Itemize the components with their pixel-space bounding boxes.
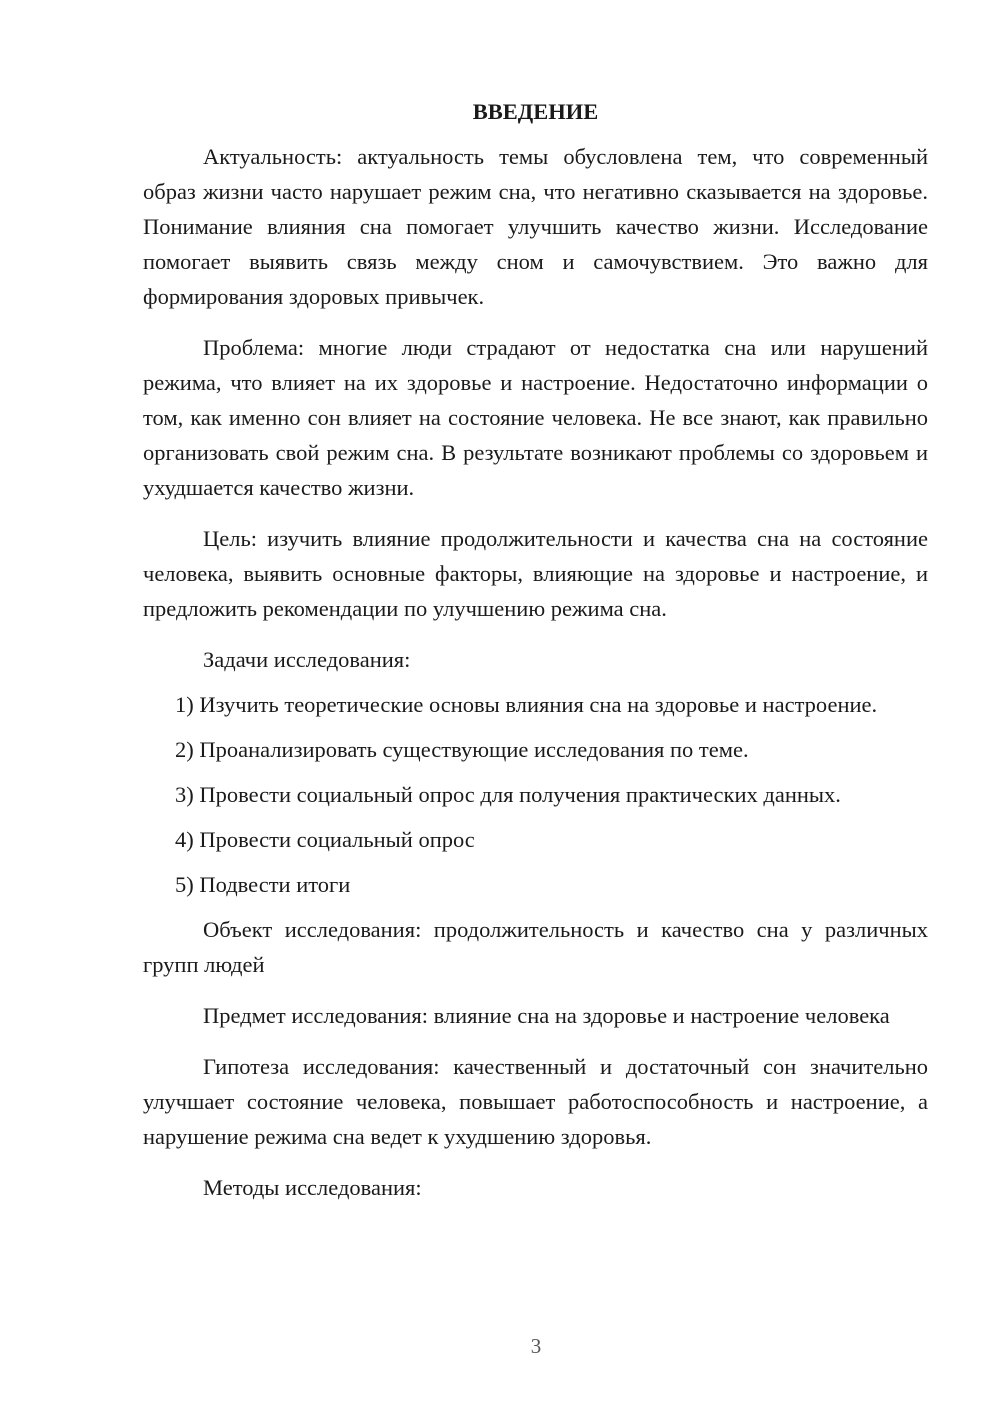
paragraph-subject: Предмет исследования: влияние сна на здоровье и настроение человека [203,1003,890,1028]
list-item: 3) Провести социальный опрос для получения практических данных. [175,782,841,807]
tasks-list [143,687,928,902]
list-item: 2) Проанализировать существующие исследования по теме. [175,737,749,762]
page-content [143,94,928,1221]
list-item: 4) Провести социальный опрос [175,827,475,852]
tasks-heading: Задачи исследования: [203,647,411,672]
paragraph-hypothesis: Гипотеза исследования: качественный и достаточный сон значительно улучшает состояние человека, повышает работоспособность и настроение, а нарушение режима сна ведет к ухудшению здоровья. [143,1054,928,1149]
list-item: 5) Подвести итоги [175,872,351,897]
list-item: 1) Изучить теоретические основы влияния сна на здоровье и настроение. [175,692,878,717]
paragraph-problem: Проблема: многие люди страдают от недостатка сна или нарушений режима, что влияет на их здоровье и настроение. Недостаточно информации о том, как именно сон влияет на состояние человека. Не все знают, как правильно организовать свой режим сна. В результате возникают проблемы со здоровьем и ухудшается качество жизни. [143,335,928,500]
paragraph-object: Объект исследования: продолжительность и качество сна у различных групп людей [143,917,928,977]
paragraph-goal: Цель: изучить влияние продолжительности и качества сна на состояние человека, выявить основные факторы, влияющие на здоровье и настроение, и предложить рекомендации по улучшению режима сна. [143,526,928,621]
paragraph-methods: Методы исследования: [203,1175,422,1200]
page-number: 3 [530,1334,542,1358]
page-title: ВВЕДЕНИЕ [472,99,599,124]
paragraph-relevance: Актуальность: актуальность темы обусловлена тем, что современный образ жизни часто нарушает режим сна, что негативно сказывается на здоровье. Понимание влияния сна помогает улучшить качество жизни. Исследование помогает выявить связь между сном и самочувствием. Это важно для формирования здоровых привычек. [143,144,928,309]
